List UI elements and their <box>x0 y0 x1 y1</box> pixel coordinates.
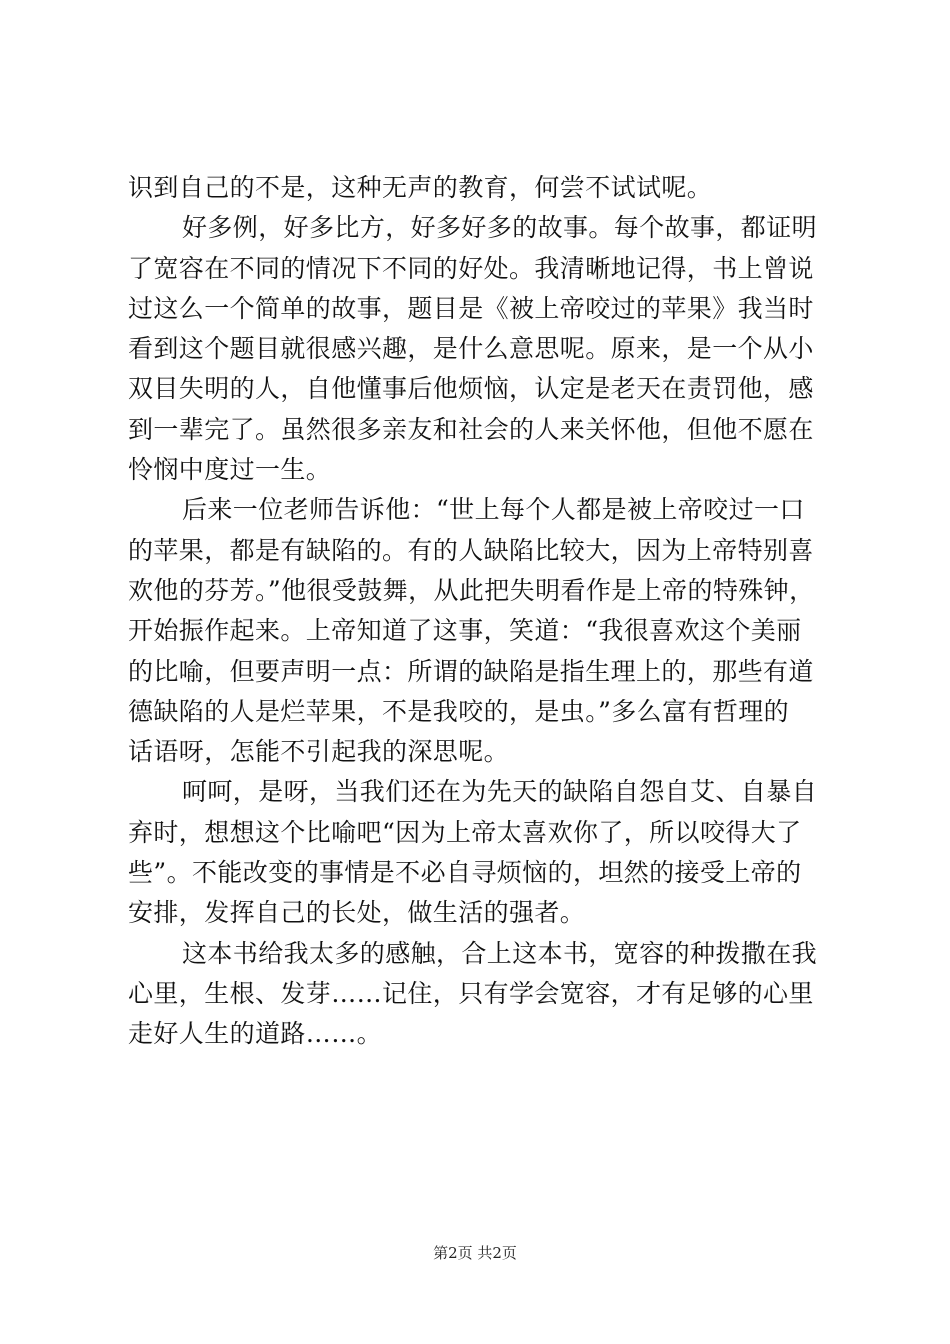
page-number-footer: 第2页 共2页 <box>433 1244 517 1262</box>
paragraph-start-line: 这本书给我太多的感触，合上这本书，宽容的种拨撒在我 <box>182 938 818 968</box>
text-line: 欢他的芬芳。”他很受鼓舞，从此把失明看作是上帝的特殊钟， <box>128 575 815 605</box>
text-line: 看到这个题目就很感兴趣，是什么意思呢。原来，是一个从小 <box>128 334 814 364</box>
text-line: 的苹果，都是有缺陷的。有的人缺陷比较大，因为上帝特别喜 <box>128 535 814 565</box>
document-body <box>128 168 832 1055</box>
text-line: 走好人生的道路……。 <box>128 1019 383 1049</box>
paragraph-start-line: 好多例，好多比方，好多好多的故事。每个故事，都证明 <box>182 213 818 243</box>
text-line: 的比喻，但要声明一点：所谓的缺陷是指生理上的，那些有道 <box>128 656 814 686</box>
text-line: 心里，生根、发芽……记住，只有学会宽容，才有足够的心里 <box>128 978 814 1008</box>
text-line: 安排，发挥自己的长处，做生活的强者。 <box>128 898 586 928</box>
text-line: 双目失明的人，自他懂事后他烦恼，认定是老天在责罚他，感 <box>128 374 814 404</box>
text-line: 弃时，想想这个比喻吧“因为上帝太喜欢你了，所以咬得大了 <box>128 817 802 847</box>
text-line: 话语呀，怎能不引起我的深思呢。 <box>128 737 510 767</box>
paragraph-start-line: 后来一位老师告诉他：“世上每个人都是被上帝咬过一口 <box>182 495 805 525</box>
text-line: 到一辈完了。虽然很多亲友和社会的人来关怀他，但他不愿在 <box>128 414 814 444</box>
paragraph-start-line: 呵呵，是呀，当我们还在为先天的缺陷自怨自艾、自暴自 <box>182 777 818 807</box>
text-line: 识到自己的不是，这种无声的教育，何尝不试试呢。 <box>128 173 713 202</box>
text-line: 德缺陷的人是烂苹果，不是我咬的，是虫。”多么富有哲理的 <box>128 696 790 726</box>
text-line: 怜悯中度过一生。 <box>128 455 332 485</box>
text-line: 过这么一个简单的故事，题目是《被上帝咬过的苹果》我当时 <box>128 293 814 323</box>
text-line: 些”。不能改变的事情是不必自寻烦恼的，坦然的接受上帝的 <box>128 858 802 888</box>
text-line: 开始振作起来。上帝知道了这事，笑道：“我很喜欢这个美丽 <box>128 616 802 646</box>
text-line: 了宽容在不同的情况下不同的好处。我清晰地记得，书上曾说 <box>128 253 814 283</box>
